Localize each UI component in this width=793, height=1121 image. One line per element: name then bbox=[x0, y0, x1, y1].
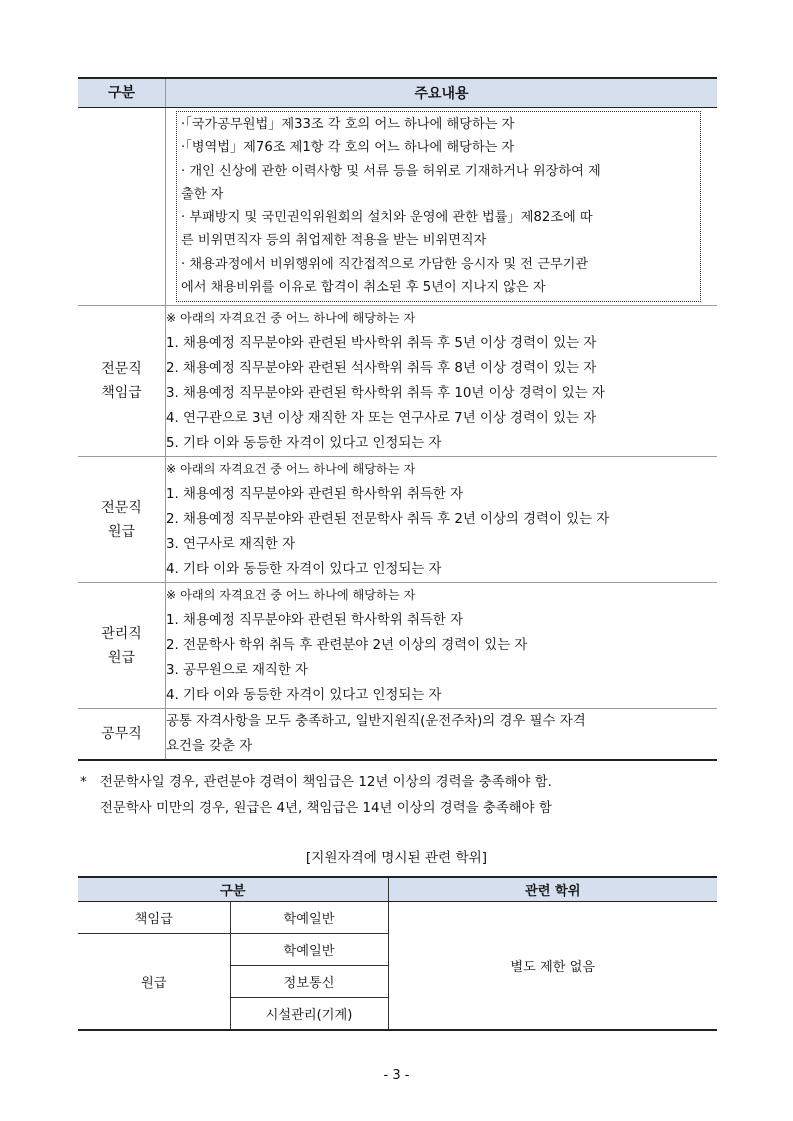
degree-row bbox=[78, 902, 717, 934]
qualification-table bbox=[78, 77, 717, 761]
header-category: 구분 bbox=[78, 78, 166, 108]
requirement-item: 2. 전문학사 학위 취득 후 관련분야 2년 이상의 경력이 있는 자 bbox=[166, 638, 528, 654]
grade-responsible: 책임급 bbox=[78, 902, 230, 934]
footnote-line: 전문학사일 경우, 관련분야 경력이 책임급은 12년 이상의 경력을 충족해야 함. bbox=[100, 775, 552, 790]
footnote-line: 전문학사 미만의 경우, 원급은 4년, 책임급은 14년 이상의 경력을 충족해야 함 bbox=[100, 801, 552, 816]
requirement-item: 3. 채용예정 직무분야와 관련된 학사학위 취득 후 10년 이상 경력이 있는 자 bbox=[166, 386, 605, 402]
requirement-note: ※ 아래의 자격요건 중 어느 하나에 해당하는 자 bbox=[166, 462, 416, 477]
row-admin-junior bbox=[78, 583, 717, 709]
disqualification-line: 에서 채용비위를 이유로 합격이 취소된 후 5년이 지나지 않은 자 bbox=[181, 280, 546, 296]
degree-field: 시설관리(기계) bbox=[230, 998, 388, 1031]
requirement-item: 1. 채용예정 직무분야와 관련된 박사학위 취득 후 5년 이상 경력이 있는 자 bbox=[166, 336, 597, 352]
category-professional-junior: 전문직 원급 bbox=[78, 457, 166, 583]
footnote bbox=[80, 770, 730, 822]
disqualification-line: ·「병역법」제76조 제1항 각 호의 어느 하나에 해당하는 자 bbox=[181, 140, 515, 156]
disqualification-line: ·「국가공무원법」제33조 각 호의 어느 하나에 해당하는 자 bbox=[181, 117, 515, 132]
disqualification-line: · 부패방지 및 국민권익위원회의 설치와 운영에 관한 법률」제82조에 따 bbox=[181, 210, 593, 226]
grade-junior: 원급 bbox=[78, 934, 230, 1031]
requirement-item: 1. 채용예정 직무분야와 관련된 학사학위 취득한 자 bbox=[166, 613, 464, 629]
qualification-table-header bbox=[78, 78, 717, 108]
row-professional-junior bbox=[78, 457, 717, 583]
degree-table-caption: [지원자격에 명시된 관련 학위] bbox=[305, 850, 488, 866]
requirement-note: ※ 아래의 자격요건 중 어느 하나에 해당하는 자 bbox=[166, 588, 416, 603]
row-public-service bbox=[78, 709, 717, 761]
degree-field: 정보통신 bbox=[230, 966, 388, 998]
requirement-item: 공통 자격사항을 모두 충족하고, 일반지원직(운전주차)의 경우 필수 자격 bbox=[166, 714, 586, 730]
requirement-item: 요건을 갖춘 자 bbox=[166, 739, 253, 755]
requirement-item: 3. 연구사로 재직한 자 bbox=[166, 537, 296, 553]
requirement-item: 4. 기타 이와 동등한 자격이 있다고 인정되는 자 bbox=[166, 688, 442, 704]
page-number: - 3 - bbox=[383, 1068, 410, 1083]
requirement-item: 4. 기타 이와 동등한 자격이 있다고 인정되는 자 bbox=[166, 562, 442, 578]
category-professional-senior: 전문직 책임급 bbox=[78, 306, 166, 457]
row-professional-senior bbox=[78, 306, 717, 457]
requirement-item: 3. 공무원으로 재직한 자 bbox=[166, 663, 308, 679]
degree-field: 학예일반 bbox=[230, 934, 388, 966]
disqualification-line: 른 비위면직자 등의 취업제한 적용을 받는 비위면직자 bbox=[181, 233, 487, 249]
requirement-item: 4. 연구관으로 3년 이상 재직한 자 또는 연구사로 7년 이상 경력이 있는 자 bbox=[166, 411, 597, 427]
header-content: 주요내용 bbox=[166, 78, 718, 108]
disqualification-line: 출한 자 bbox=[181, 186, 224, 202]
degree-header-category: 구분 bbox=[78, 877, 388, 902]
category-public-service: 공무직 bbox=[78, 709, 166, 761]
requirement-note: ※ 아래의 자격요건 중 어느 하나에 해당하는 자 bbox=[166, 311, 416, 326]
disqualification-box bbox=[176, 111, 701, 302]
degree-table bbox=[78, 876, 717, 1031]
requirement-item: 1. 채용예정 직무분야와 관련된 학사학위 취득한 자 bbox=[166, 487, 464, 503]
degree-table-header bbox=[78, 877, 717, 902]
requirement-item: 2. 채용예정 직무분야와 관련된 석사학위 취득 후 8년 이상 경력이 있는 자 bbox=[166, 361, 597, 377]
requirement-item: 5. 기타 이와 동등한 자격이 있다고 인정되는 자 bbox=[166, 436, 442, 452]
degree-field: 학예일반 bbox=[230, 902, 388, 934]
degree-header-degree: 관련 학위 bbox=[388, 877, 717, 902]
category-admin-junior: 관리직 원급 bbox=[78, 583, 166, 709]
degree-value: 별도 제한 없음 bbox=[388, 902, 717, 1031]
requirement-item: 2. 채용예정 직무분야와 관련된 전문학사 취득 후 2년 이상의 경력이 있는 자 bbox=[166, 512, 610, 528]
disqualification-row bbox=[78, 108, 717, 306]
disqualification-line: · 개인 신상에 관한 이력사항 및 서류 등을 허위로 기재하거나 위장하여 제 bbox=[181, 163, 601, 179]
footnote-mark: * bbox=[80, 775, 87, 790]
disqualification-category bbox=[78, 108, 166, 306]
disqualification-line: · 채용과정에서 비위행위에 직간접적으로 가담한 응시자 및 전 근무기관 bbox=[181, 256, 589, 272]
